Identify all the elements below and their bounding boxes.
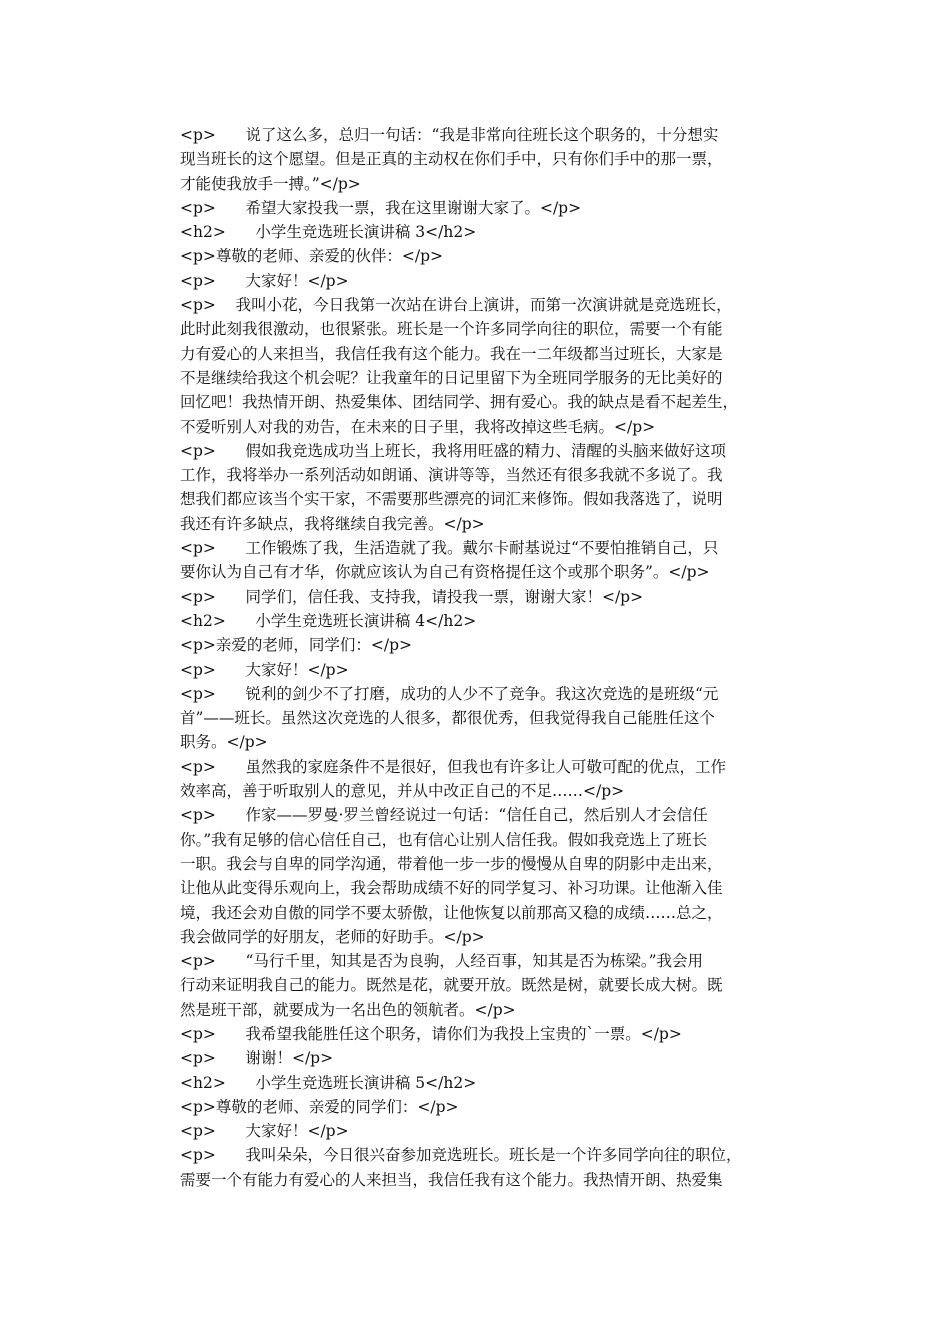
text-line: <p> 虽然我的家庭条件不是很好，但我也有许多让人可敬可配的优点，工作 xyxy=(180,757,726,776)
text-line: <p> 假如我竞选成功当上班长，我将用旺盛的精力、清醒的头脑来做好这项 xyxy=(180,441,726,460)
text-line: 此时此刻我很激动，也很紧张。班长是一个许多同学向往的职位，需要一个有能 xyxy=(180,320,723,339)
text-line: 不爱听别人对我的劝告，在未来的日子里，我将改掉这些毛病。</p> xyxy=(180,417,656,436)
text-line: <p> 锐利的剑少不了打磨，成功的人少不了竞争。我这次竞选的是班级“元 xyxy=(180,684,719,703)
text-line: 我会做同学的好朋友，老师的好助手。</p> xyxy=(180,927,485,946)
text-line: 职务。</p> xyxy=(180,733,268,752)
text-line: <p> 我希望我能胜任这个职务，请你们为我投上宝贵的`一票。</p> xyxy=(180,1024,682,1043)
text-line: <p>尊敬的老师、亲爱的伙伴：</p> xyxy=(180,247,444,266)
text-line: 行动来证明我自己的能力。既然是花，就要开放。既然是树，就要长成大树。既 xyxy=(180,976,723,995)
text-line: <p> “马行千里，知其是否为良驹，人经百事，知其是否为栋梁。”我会用 xyxy=(180,952,704,971)
text-line: <p> 我叫小花，今日我第一次站在讲台上演讲，而第一次演讲就是竞选班长， xyxy=(180,296,732,315)
text-line: 想我们都应该当个实干家，不需要那些漂亮的词汇来修饰。假如我落选了，说明 xyxy=(180,490,723,509)
text-line: 你。”我有足够的信心信任自己，也有信心让别人信任我。假如我竞选上了班长 xyxy=(180,830,708,849)
text-line: <p> 说了这么多，总归一句话：“我是非常向往班长这个职务的，十分想实 xyxy=(180,126,719,144)
text-line: <p> 希望大家投我一票，我在这里谢谢大家了。</p> xyxy=(180,198,582,217)
heading-line: <h2> 小学生竞选班长演讲稿 3</h2> xyxy=(180,223,477,242)
text-line: 工作，我将举办一系列活动如朗诵、演讲等等，当然还有很多我就不多说了。我 xyxy=(180,466,723,485)
text-line: <p> 工作锻炼了我，生活造就了我。戴尔卡耐基说过“不要怕推销自己，只 xyxy=(180,539,719,558)
text-line: <p>尊敬的老师、亲爱的同学们：</p> xyxy=(180,1097,459,1116)
text-line: <p> 大家好！</p> xyxy=(180,1122,349,1141)
text-line: 回忆吧！我热情开朗、热爱集体、团结同学、拥有爱心。我的缺点是看不起差生， xyxy=(180,393,739,412)
text-line: <p> 谢谢！</p> xyxy=(180,1049,334,1068)
text-line: 一职。我会与自卑的同学沟通，带着他一步一步的慢慢从自卑的阴影中走出来， xyxy=(180,854,723,873)
text-line: 才能使我放手一搏。”</p> xyxy=(180,174,361,193)
text-line: <p>亲爱的老师，同学们：</p> xyxy=(180,636,413,655)
text-line: 效率高，善于听取别人的意见，并从中改正自己的不足……</p> xyxy=(180,782,625,801)
text-line: 需要一个有能力有爱心的人来担当，我信任我有这个能力。我热情开朗、热爱集 xyxy=(180,1170,723,1189)
text-line: <p> 大家好！</p> xyxy=(180,660,349,679)
text-line: 首”——班长。虽然这次竞选的人很多，都很优秀，但我觉得我自己能胜任这个 xyxy=(180,709,715,728)
heading-line: <h2> 小学生竞选班长演讲稿 5</h2> xyxy=(180,1073,477,1092)
text-line: <p> 大家好！</p> xyxy=(180,271,349,290)
text-line: <p> 作家——罗曼·罗兰曾经说过一句话：“信任自己，然后别人才会信任 xyxy=(180,806,708,825)
document-body xyxy=(180,123,780,1192)
text-line: 我还有许多缺点，我将继续自我完善。</p> xyxy=(180,514,485,533)
text-line: <p> 同学们，信任我、支持我，请投我一票，谢谢大家！</p> xyxy=(180,587,644,606)
text-line: 力有爱心的人来担当，我信任我有这个能力。我在一二年级都当过班长，大家是 xyxy=(180,344,723,363)
text-line: 不是继续给我这个机会呢？让我童年的日记里留下为全班同学服务的无比美好的 xyxy=(180,368,723,387)
text-line: 然是班干部，就要成为一名出色的领航者。</p> xyxy=(180,1000,516,1019)
text-line: 现当班长的这个愿望。但是正真的主动权在你们手中，只有你们手中的那一票， xyxy=(180,150,723,169)
text-line: 境，我还会劝自傲的同学不要太骄傲，让他恢复以前那高又稳的成绩……总之， xyxy=(180,903,723,922)
text-line: 让他从此变得乐观向上，我会帮助成绩不好的同学复习、补习功课。让他渐入佳 xyxy=(180,879,723,898)
text-line: 要你认为自己有才华，你就应该认为自己有资格提任这个或那个职务”。</p> xyxy=(180,563,710,582)
text-line: <p> 我叫朵朵，今日很兴奋参加竞选班长。班长是一个许多同学向往的职位， xyxy=(180,1146,742,1165)
heading-line: <h2> 小学生竞选班长演讲稿 4</h2> xyxy=(180,611,477,630)
